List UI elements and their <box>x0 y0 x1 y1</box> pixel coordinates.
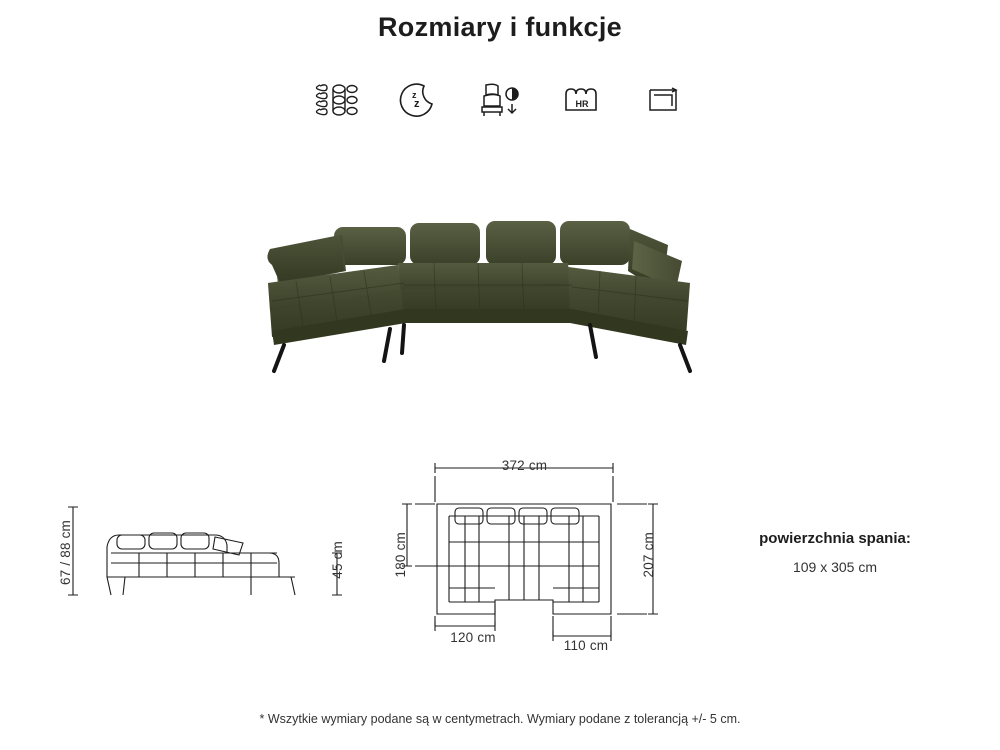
top-arm-left-label: 120 cm <box>450 630 496 645</box>
sleeping-area-value: 109 x 305 cm <box>792 559 878 575</box>
svg-text:HR: HR <box>575 99 589 109</box>
page-title: Rozmiary i funkcje <box>378 12 622 42</box>
sleep-function-icon <box>395 78 441 122</box>
sofa-photo <box>238 205 758 385</box>
top-arm-right-label: 110 cm <box>563 638 609 653</box>
hr-foam-icon <box>559 78 605 122</box>
top-width-label: 372 cm <box>501 458 548 473</box>
top-depth-right-label: 207 cm <box>641 532 656 578</box>
svg-text:z: z <box>414 98 420 110</box>
side-view-drawing <box>55 495 355 625</box>
svg-text:z: z <box>412 90 417 100</box>
top-depth-left-label: 180 cm <box>393 532 408 578</box>
springs-icon <box>313 78 359 122</box>
sleeping-area-title: powierzchnia spania: <box>759 530 911 547</box>
side-seat-height-label: 45 cm <box>330 541 345 579</box>
corner-shape-icon <box>641 78 687 122</box>
adjustable-headrest-icon <box>477 78 523 122</box>
footnote: * Wszytkie wymiary podane są w centymetrach. Wymiary podane z tolerancją +/- 5 cm. <box>259 712 741 726</box>
sleeping-area-block <box>700 530 970 575</box>
side-total-height-label: 67 / 88 cm <box>58 520 73 586</box>
feature-icon-row <box>0 78 1000 122</box>
top-view-drawing <box>385 450 675 660</box>
